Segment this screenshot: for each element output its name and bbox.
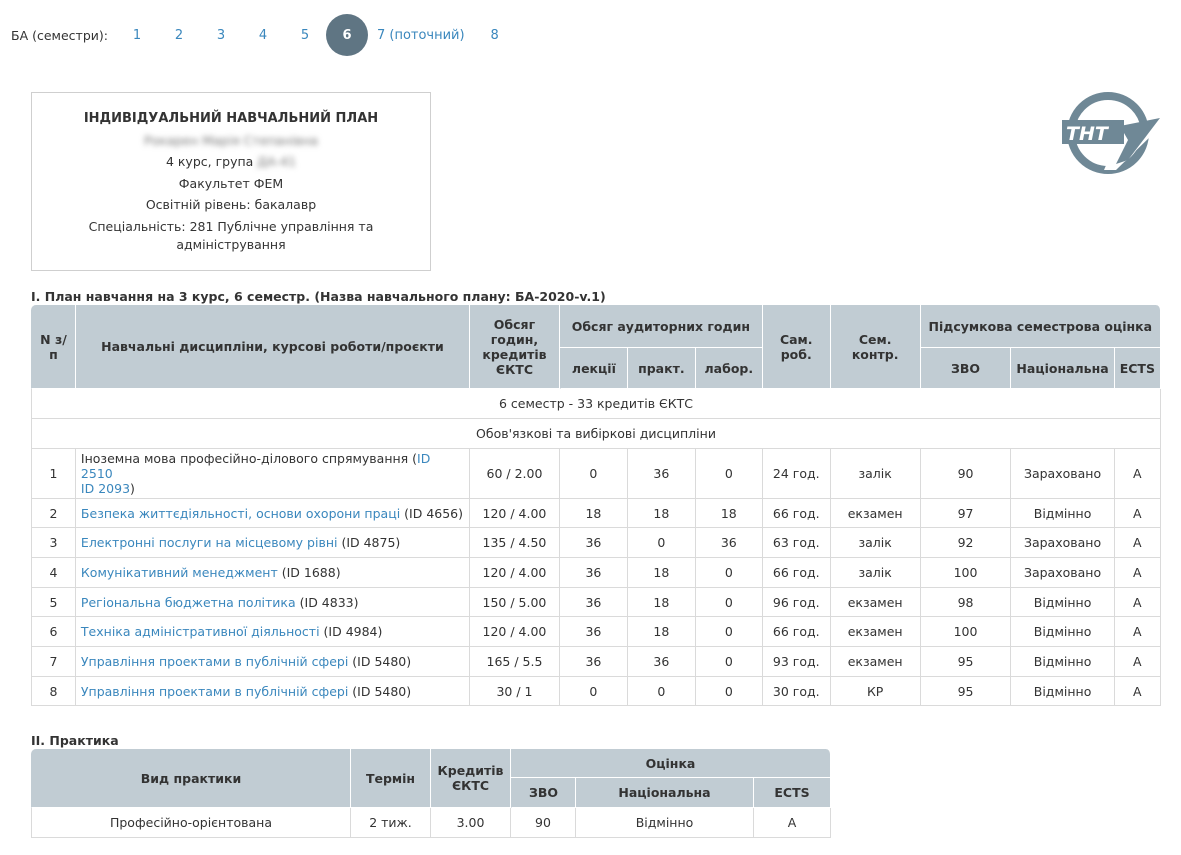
self-study: 96 год.	[763, 588, 831, 617]
semester-nav-label: БА (семестри):	[11, 27, 108, 43]
table-row	[31, 677, 1161, 706]
table-row	[31, 647, 1161, 677]
discipline-link[interactable]: Регіональна бюджетна політика	[80, 594, 296, 610]
control-type: залік	[831, 449, 921, 499]
volume: 150 / 5.00	[470, 588, 560, 617]
discipline-text: Іноземна мова професійно-ділового спрямування (	[80, 451, 418, 466]
header-ects: ECTS	[1115, 348, 1161, 389]
lectures: 0	[560, 677, 628, 706]
header-volume: Обсяг годин, кредитів ЄКТС	[470, 305, 560, 389]
header-national: Національна	[1011, 348, 1114, 389]
practice-hours: 0	[628, 528, 696, 558]
discipline-suffix: (ID 5480)	[348, 654, 412, 669]
header-practice: практ.	[628, 348, 696, 389]
semester-summary-row: 6 семестр - 33 кредитів ЄКТС	[31, 389, 1161, 419]
practice-hours: 18	[628, 588, 696, 617]
group-name: ДА-41	[257, 154, 297, 169]
grade-ects: A	[1115, 558, 1161, 588]
header-num: N з/п	[31, 305, 76, 389]
discipline-link[interactable]: Техніка адміністративної діяльності	[80, 624, 320, 639]
lab-hours: 18	[696, 499, 763, 528]
practice-header-grade: Оцінка	[511, 749, 831, 778]
grade-zvo: 100	[921, 617, 1012, 647]
grade-national: Відмінно	[1011, 588, 1114, 617]
discipline-link[interactable]: Електронні послуги на місцевому рівні	[80, 535, 338, 550]
lab-hours: 36	[696, 528, 763, 558]
practice-credits: 3.00	[431, 808, 511, 838]
header-self-study: Сам. роб.	[763, 305, 831, 389]
lab-hours: 0	[696, 449, 763, 499]
practice-hours: 36	[628, 449, 696, 499]
semester-tab-3[interactable]: 3	[216, 27, 226, 43]
practice-header-zvo: ЗВО	[511, 778, 576, 808]
volume: 120 / 4.00	[470, 499, 560, 528]
discipline-suffix: (ID 4833)	[295, 594, 359, 610]
lab-hours: 0	[696, 617, 763, 647]
semester-tab-4[interactable]: 4	[258, 27, 268, 43]
row-num: 1	[31, 449, 76, 499]
course-label: 4 курс, група	[165, 154, 258, 169]
table-row	[31, 588, 1161, 617]
volume: 30 / 1	[470, 677, 560, 706]
header-grade: Підсумкова семестрова оцінка	[921, 305, 1161, 348]
control-type: екзамен	[831, 617, 921, 647]
grade-ects: A	[1115, 617, 1161, 647]
practice-hours: 18	[628, 499, 696, 528]
grade-zvo: 100	[921, 558, 1012, 588]
lab-hours: 0	[696, 677, 763, 706]
header-control: Сем. контр.	[831, 305, 921, 389]
lectures: 36	[560, 588, 628, 617]
practice-header-type: Вид практики	[31, 749, 351, 808]
practice-section-title: ІІ. Практика	[31, 733, 119, 748]
self-study: 66 год.	[763, 499, 831, 528]
self-study: 66 год.	[763, 617, 831, 647]
row-num: 6	[31, 617, 76, 647]
university-logo-icon	[1058, 90, 1162, 176]
practice-header-credits: Кредитів ЄКТС	[431, 749, 511, 808]
grade-national: Відмінно	[1011, 617, 1114, 647]
semester-nav	[0, 14, 516, 56]
practice-grade-ects: A	[754, 808, 831, 838]
discipline-link[interactable]: Комунікативний менеджмент	[80, 565, 278, 580]
row-num: 5	[31, 588, 76, 617]
control-type: екзамен	[831, 588, 921, 617]
grade-ects: A	[1115, 677, 1161, 706]
row-num: 4	[31, 558, 76, 588]
discipline-link[interactable]: ID 2093	[80, 481, 131, 496]
practice-term: 2 тиж.	[351, 808, 431, 838]
lab-hours: 0	[696, 558, 763, 588]
grade-zvo: 95	[921, 677, 1012, 706]
discipline-suffix: (ID 4875)	[337, 535, 401, 550]
study-plan-table	[31, 305, 1161, 706]
discipline-name	[76, 449, 470, 499]
table-row	[31, 808, 831, 838]
grade-ects: A	[1115, 449, 1161, 499]
row-num: 2	[31, 499, 76, 528]
discipline-name	[76, 647, 470, 677]
grade-national: Зараховано	[1011, 449, 1114, 499]
volume: 60 / 2.00	[470, 449, 560, 499]
grade-national: Зараховано	[1011, 528, 1114, 558]
practice-hours: 0	[628, 677, 696, 706]
control-type: залік	[831, 528, 921, 558]
student-info-card	[31, 92, 431, 271]
discipline-name	[76, 528, 470, 558]
semester-tab-2[interactable]: 2	[174, 27, 184, 43]
discipline-suffix: (ID 5480)	[348, 683, 412, 699]
lectures: 18	[560, 499, 628, 528]
self-study: 24 год.	[763, 449, 831, 499]
discipline-link[interactable]: Безпека життєдіяльності, основи охорони праці	[80, 505, 401, 521]
grade-zvo: 95	[921, 647, 1012, 677]
self-study: 30 год.	[763, 677, 831, 706]
grade-national: Зараховано	[1011, 558, 1114, 588]
practice-hours: 18	[628, 617, 696, 647]
discipline-name	[76, 677, 470, 706]
svg-text:ТНТ: ТНТ	[1066, 123, 1108, 145]
table-row	[31, 528, 1161, 558]
discipline-link[interactable]: Управління проектами в публічній сфері	[80, 654, 349, 669]
control-type: залік	[831, 558, 921, 588]
row-num: 3	[31, 528, 76, 558]
control-type: екзамен	[831, 647, 921, 677]
lab-hours: 0	[696, 588, 763, 617]
discipline-name	[76, 617, 470, 647]
discipline-link[interactable]: ID 2510	[80, 451, 431, 481]
practice-hours: 18	[628, 558, 696, 588]
practice-type: Професійно-орієнтована	[31, 808, 351, 838]
course-group	[32, 151, 430, 173]
control-type: екзамен	[831, 499, 921, 528]
lectures: 0	[560, 449, 628, 499]
lectures: 36	[560, 528, 628, 558]
grade-national: Відмінно	[1011, 647, 1114, 677]
discipline-name	[76, 588, 470, 617]
header-auditorium: Обсяг аудиторних годин	[560, 305, 763, 348]
grade-ects: A	[1115, 588, 1161, 617]
table-row	[31, 499, 1161, 528]
grade-ects: A	[1115, 528, 1161, 558]
practice-header-national: Національна	[576, 778, 754, 808]
lab-hours: 0	[696, 647, 763, 677]
lectures: 36	[560, 647, 628, 677]
grade-zvo: 97	[921, 499, 1012, 528]
discipline-suffix: (ID 1688)	[277, 565, 341, 580]
self-study: 93 год.	[763, 647, 831, 677]
lectures: 36	[560, 617, 628, 647]
practice-table	[31, 749, 831, 838]
grade-zvo: 98	[921, 588, 1012, 617]
volume: 165 / 5.5	[470, 647, 560, 677]
grade-zvo: 92	[921, 528, 1012, 558]
discipline-name	[76, 558, 470, 588]
semester-tab-6[interactable]: 6	[326, 14, 368, 56]
practice-header-term: Термін	[351, 749, 431, 808]
grade-ects: A	[1115, 647, 1161, 677]
semester-tab-1[interactable]: 1	[132, 27, 142, 43]
practice-grade-national: Відмінно	[576, 808, 754, 838]
practice-header-ects: ECTS	[754, 778, 831, 808]
volume: 120 / 4.00	[470, 558, 560, 588]
grade-zvo: 90	[921, 449, 1012, 499]
education-level: Освітній рівень: бакалавр	[145, 197, 317, 212]
semester-tab-7[interactable]: 7 (поточний)	[376, 27, 465, 43]
plan-section-title: І. План навчання на 3 курс, 6 семестр. (Назва навчального плану: БА-2020-v.1)	[31, 289, 606, 304]
table-row	[31, 558, 1161, 588]
table-row	[31, 617, 1161, 647]
header-discipline: Навчальні дисципліни, курсові роботи/проєкти	[76, 305, 470, 389]
discipline-name	[76, 499, 470, 528]
discipline-suffix: )	[130, 481, 135, 496]
specialty: Спеціальність: 281 Публічне управління та адміністрування	[88, 218, 374, 252]
grade-national: Відмінно	[1011, 677, 1114, 706]
header-lectures: лекції	[560, 348, 628, 389]
volume: 120 / 4.00	[470, 617, 560, 647]
discipline-suffix: (ID 4656)	[400, 505, 464, 521]
grade-national: Відмінно	[1011, 499, 1114, 528]
discipline-group-row: Обов'язкові та вибіркові дисципліни	[31, 419, 1161, 449]
discipline-suffix: (ID 4984)	[319, 624, 383, 639]
header-zvo: ЗВО	[921, 348, 1012, 389]
discipline-link[interactable]: Управління проектами в публічній сфері	[80, 683, 349, 699]
semester-tab-5[interactable]: 5	[300, 27, 310, 43]
grade-ects: A	[1115, 499, 1161, 528]
faculty: Факультет ФЕМ	[178, 175, 284, 191]
row-num: 7	[31, 647, 76, 677]
header-labs: лабор.	[696, 348, 763, 389]
row-num: 8	[31, 677, 76, 706]
self-study: 63 год.	[763, 528, 831, 558]
table-row	[31, 449, 1161, 499]
control-type: КР	[831, 677, 921, 706]
semester-tab-8[interactable]: 8	[490, 27, 499, 43]
student-name: Рокарен Марія Степанівна	[144, 132, 318, 148]
practice-grade-zvo: 90	[511, 808, 576, 838]
practice-hours: 36	[628, 647, 696, 677]
plan-title: ІНДИВІДУАЛЬНИЙ НАВЧАЛЬНИЙ ПЛАН	[83, 111, 379, 126]
volume: 135 / 4.50	[470, 528, 560, 558]
lectures: 36	[560, 558, 628, 588]
self-study: 66 год.	[763, 558, 831, 588]
